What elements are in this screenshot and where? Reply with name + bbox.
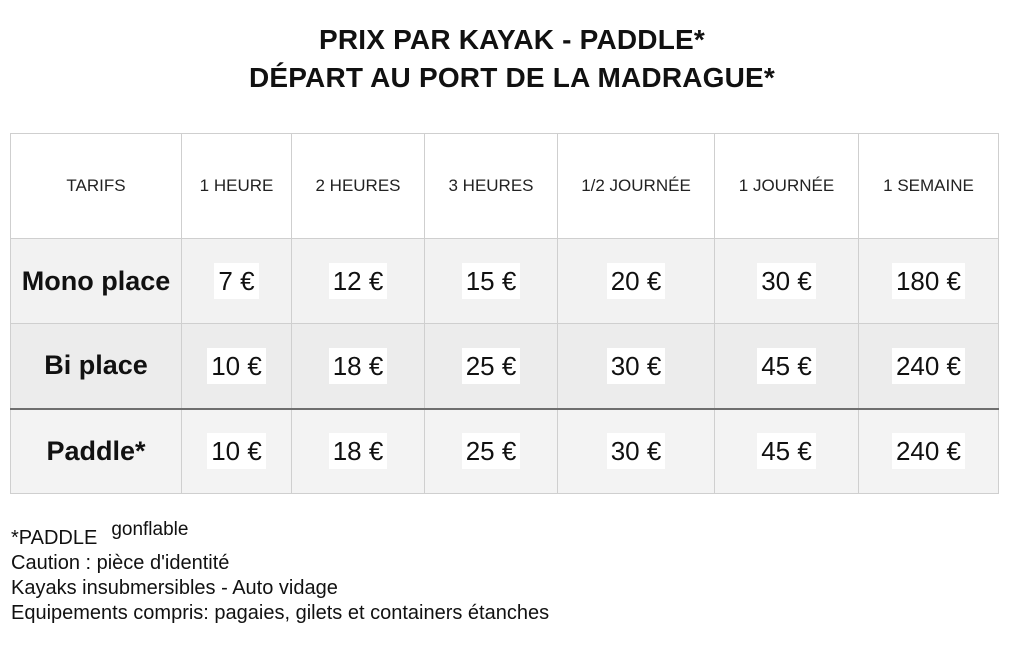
price-cell [715, 239, 859, 324]
price-value: 20 € [607, 263, 666, 299]
note-kayaks: Kayaks insubmersibles - Auto vidage [11, 577, 338, 599]
table-row-paddle [11, 409, 999, 494]
header-row [11, 134, 999, 239]
price-cell [292, 239, 425, 324]
header-cell-3-heures: 3 HEURES [425, 134, 558, 239]
price-value: 25 € [462, 348, 521, 384]
price-cell [558, 409, 715, 494]
row-label-bi-place: Bi place [11, 324, 182, 409]
title-line-2: DÉPART AU PORT DE LA MADRAGUE* [248, 62, 776, 93]
header-cell-1-journee: 1 JOURNÉE [715, 134, 859, 239]
price-cell [425, 324, 558, 409]
price-cell [859, 239, 999, 324]
price-table [10, 133, 999, 494]
price-value: 18 € [329, 348, 388, 384]
price-value: 10 € [207, 433, 266, 469]
price-value: 30 € [607, 433, 666, 469]
price-cell [182, 409, 292, 494]
header-cell-1-semaine: 1 SEMAINE [859, 134, 999, 239]
table-row-bi-place [11, 324, 999, 409]
row-label-mono-place: Mono place [11, 239, 182, 324]
price-value: 18 € [329, 433, 388, 469]
price-value: 45 € [757, 433, 816, 469]
price-value: 10 € [207, 348, 266, 384]
price-value: 15 € [462, 263, 521, 299]
price-value: 30 € [607, 348, 666, 384]
note-caution: Caution : pièce d'identité [11, 552, 230, 574]
header-cell-tarifs: TARIFS [11, 134, 182, 239]
price-value: 25 € [462, 433, 521, 469]
price-cell [182, 239, 292, 324]
table-row-mono-place [11, 239, 999, 324]
note-paddle-type: gonflable [111, 519, 189, 540]
price-cell [292, 324, 425, 409]
price-value: 240 € [892, 433, 965, 469]
price-cell [715, 324, 859, 409]
price-cell [558, 239, 715, 324]
price-cell [715, 409, 859, 494]
row-label-paddle: Paddle* [11, 409, 182, 494]
header-cell-2-heures: 2 HEURES [292, 134, 425, 239]
price-cell [182, 324, 292, 409]
note-paddle [11, 519, 549, 551]
price-cell [859, 324, 999, 409]
price-value: 30 € [757, 263, 816, 299]
price-value: 7 € [214, 263, 258, 299]
note-equipment: Equipements compris: pagaies, gilets et containers étanches [11, 602, 550, 624]
price-value: 45 € [757, 348, 816, 384]
header-cell-demi-journee: 1/2 JOURNÉE [558, 134, 715, 239]
price-cell [292, 409, 425, 494]
price-value: 12 € [329, 263, 388, 299]
note-paddle-label: *PADDLE [11, 527, 98, 549]
price-cell [859, 409, 999, 494]
price-cell [558, 324, 715, 409]
title-line-1: PRIX PAR KAYAK - PADDLE* [319, 24, 705, 55]
header-cell-1-heure: 1 HEURE [182, 134, 292, 239]
footnotes [11, 519, 550, 626]
price-value: 240 € [892, 348, 965, 384]
price-value: 180 € [892, 263, 965, 299]
price-cell [425, 239, 558, 324]
price-cell [425, 409, 558, 494]
